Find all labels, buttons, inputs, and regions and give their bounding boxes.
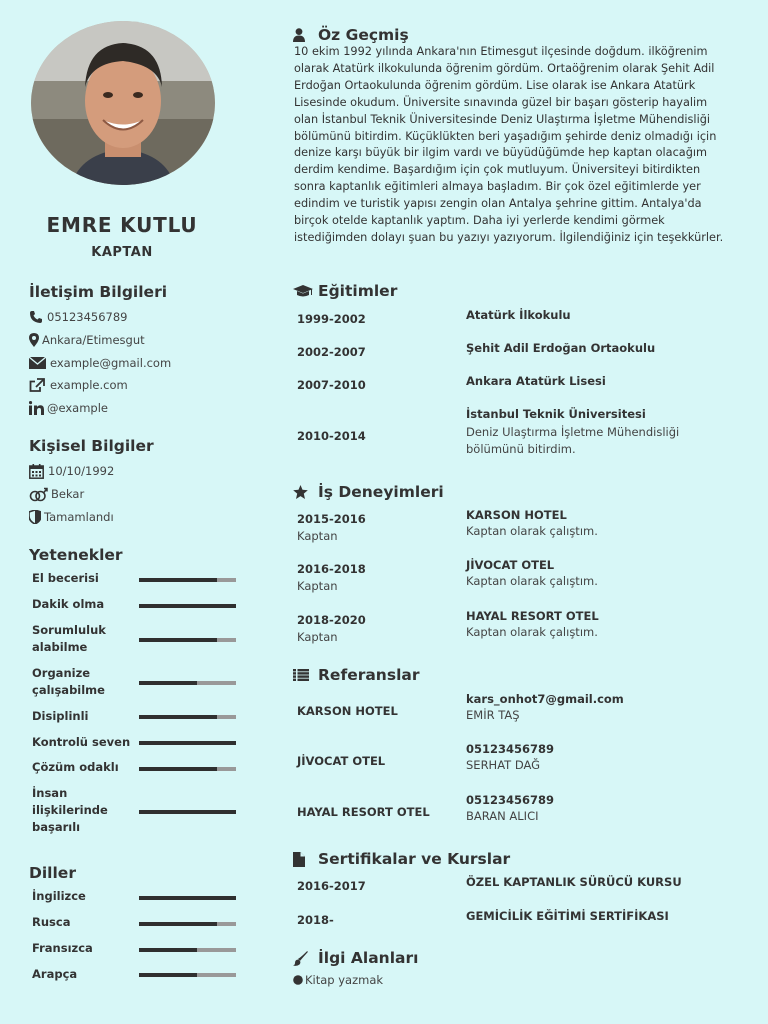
graduation-cap-icon [293, 284, 318, 298]
experience-company: KARSON HOTEL [466, 508, 567, 522]
external-link-icon [29, 377, 50, 393]
skill-label: Organize çalışabilme [32, 666, 105, 697]
skill-bar-fill [139, 604, 236, 608]
document-icon [293, 852, 318, 867]
skill-bar [139, 578, 236, 582]
user-icon [293, 28, 318, 42]
skill-bar [139, 604, 236, 608]
certificates-heading-text: Sertifikalar ve Kurslar [318, 850, 511, 868]
experience-role: Kaptan [297, 630, 338, 644]
skill-label: Dakik olma [32, 597, 105, 611]
contact-heading: İletişim Bilgileri [29, 283, 168, 301]
education-date: 1999-2002 [297, 312, 366, 326]
profile-photo [31, 21, 215, 185]
education-school: İstanbul Teknik Üniversitesi [466, 407, 646, 421]
contact-phone [29, 308, 127, 326]
skill-bar-fill [139, 715, 217, 719]
education-school: Atatürk İlkokulu [466, 308, 571, 322]
contact-website [29, 376, 128, 394]
reference-contact: 05123456789 [466, 742, 555, 756]
skill-bar [139, 767, 236, 771]
sidebar [0, 0, 262, 1024]
about-heading-text: Öz Geçmiş [318, 26, 409, 44]
experience-date: 2015-2016 [297, 512, 366, 526]
reference-contact: 05123456789 [466, 793, 555, 807]
personal-military [29, 508, 114, 526]
phone-icon [29, 309, 47, 325]
certificate-date: 2016-2017 [297, 879, 366, 893]
education-school: Şehit Adil Erdoğan Ortaokulu [466, 341, 656, 355]
language-bar-fill [139, 896, 236, 900]
experience-heading-text: İş Deneyimleri [318, 483, 444, 501]
profile-name: EMRE KUTLU [46, 213, 198, 237]
location-text: Ankara/Etimesgut [42, 333, 145, 347]
skill-label: Disiplinli [32, 709, 89, 723]
language-bar-fill [139, 922, 217, 926]
personal-heading: Kişisel Bilgiler [29, 437, 154, 455]
experience-company: HAYAL RESORT OTEL [466, 609, 599, 623]
reference-org: JİVOCAT OTEL [297, 754, 386, 768]
marital-text: Bekar [51, 487, 85, 501]
paintbrush-icon [293, 951, 318, 966]
language-bar [139, 922, 236, 926]
skill-label: Çözüm odaklı [32, 760, 119, 774]
languages-heading: Diller [29, 864, 76, 882]
list-icon [293, 669, 318, 681]
linkedin-text: @example [47, 401, 108, 415]
experience-role: Kaptan [297, 579, 338, 593]
references-heading-text: Referanslar [318, 666, 420, 684]
bullet-icon [293, 972, 305, 988]
experience-desc: Kaptan olarak çalıştım. [466, 524, 598, 538]
skill-bar-fill [139, 578, 217, 582]
interest-item [293, 971, 383, 989]
reference-person: SERHAT DAĞ [466, 758, 541, 772]
education-heading-text: Eğitimler [318, 282, 398, 300]
contact-linkedin [29, 399, 108, 417]
interests-heading-text: İlgi Alanları [318, 949, 419, 967]
gender-icon [29, 486, 51, 502]
language-label: Fransızca [32, 941, 93, 955]
experience-company: JİVOCAT OTEL [466, 558, 555, 572]
language-bar [139, 973, 236, 977]
experience-desc: Kaptan olarak çalıştım. [466, 574, 598, 588]
language-label: Rusca [32, 915, 71, 929]
birthdate-text: 10/10/1992 [48, 464, 115, 478]
skill-bar-fill [139, 638, 217, 642]
education-date: 2007-2010 [297, 378, 366, 392]
skill-bar [139, 638, 236, 642]
map-pin-icon [29, 332, 42, 348]
contact-location [29, 331, 145, 349]
education-desc: Deniz Ulaştırma İşletme Mühendisliği bölümünü bitirdim. [466, 425, 680, 456]
certificate-date: 2018- [297, 913, 334, 927]
language-bar [139, 896, 236, 900]
certificate-name: GEMİCİLİK EĞİTİMİ SERTİFİKASI [466, 909, 669, 923]
interest-text: Kitap yazmak [305, 973, 384, 987]
language-bar-fill [139, 973, 197, 977]
language-bar [139, 948, 236, 952]
interests-heading [293, 947, 418, 969]
reference-person: EMİR TAŞ [466, 708, 520, 722]
certificate-name: ÖZEL KAPTANLIK SÜRÜCÜ KURSU [466, 875, 682, 889]
skill-bar [139, 810, 236, 814]
language-label: İngilizce [32, 889, 86, 903]
skill-bar [139, 715, 236, 719]
personal-birthdate [29, 462, 114, 480]
skill-label: Sorumluluk alabilme [32, 623, 106, 654]
language-bar-fill [139, 948, 197, 952]
reference-org: KARSON HOTEL [297, 704, 398, 718]
military-text: Tamamlandı [44, 510, 114, 524]
email-text: example@gmail.com [50, 356, 172, 370]
about-text: 10 ekim 1992 yılında Ankara'nın Etimesgut ilçesinde doğdum. ilköğrenim olarak Atatürk ilkokulunda öğrenim gördüm. Ortaöğrenim olarak Şehit Adil Erdoğan Ortaokulunda öğrenim gördüm. Lise olarak ise Ankara Atatürk Lisesinde okudum. Üniversite sınavında güzel bir başarı gösterip hayalim olan İstanbul Teknik Üniversitesinde Deniz Ulaştırma İşletme Mühendisliği bölümünü bitirdim. Küçüklükten beri yaşadığım şehirde deniz olmadığı için denize karşı büyük bir ilgim vardı ve büyüdüğümde hep kaptan olacağım derdim kendime. Başardığım için çok mutluyum. Üniversiteyi bitirdikten sonra kaptanlık eğitimleri almaya başladım. Bir çok özel eğitimlerde yer edindim ve turistik yapısı zengin olan Antalya şehrine gittim. Antalya'da birçok otelde kaptanlık yaptım. Daha iyi yerlerde kendimi görmek istediğimden dolayı şuan bu yazıyı yazıyorum. İlgilendiğiniz için teşekkürler. [294, 45, 724, 244]
experience-role: Kaptan [297, 529, 338, 543]
references-heading [293, 664, 419, 686]
skill-bar-fill [139, 681, 197, 685]
calendar-icon [29, 463, 48, 479]
skills-heading: Yetenekler [29, 546, 123, 564]
skill-bar-fill [139, 810, 236, 814]
skill-label: El becerisi [32, 571, 99, 585]
linkedin-icon [29, 400, 47, 416]
education-heading [293, 280, 397, 302]
envelope-icon [29, 355, 50, 371]
certificates-heading [293, 848, 510, 870]
education-school: Ankara Atatürk Lisesi [466, 374, 606, 388]
reference-contact: kars_onhot7@gmail.com [466, 692, 624, 706]
shield-icon [29, 509, 44, 525]
reference-org: HAYAL RESORT OTEL [297, 805, 430, 819]
skill-bar-fill [139, 741, 236, 745]
phone-text: 05123456789 [47, 310, 128, 324]
skill-label: Kontrolü seven [32, 735, 131, 749]
skill-bar-fill [139, 767, 217, 771]
skill-label: İnsan ilişkilerinde başarılı [32, 786, 108, 834]
education-date: 2010-2014 [297, 429, 366, 443]
experience-heading [293, 481, 444, 503]
about-heading [293, 24, 409, 46]
star-icon [293, 485, 318, 499]
contact-email [29, 354, 171, 372]
experience-date: 2016-2018 [297, 562, 366, 576]
personal-marital [29, 485, 84, 503]
skill-bar [139, 681, 236, 685]
profile-title: KAPTAN [91, 245, 153, 260]
education-date: 2002-2007 [297, 345, 366, 359]
language-label: Arapça [32, 967, 78, 981]
reference-person: BARAN ALICI [466, 809, 539, 823]
experience-date: 2018-2020 [297, 613, 366, 627]
experience-desc: Kaptan olarak çalıştım. [466, 625, 598, 639]
website-text: example.com [50, 378, 128, 392]
skill-bar [139, 741, 236, 745]
